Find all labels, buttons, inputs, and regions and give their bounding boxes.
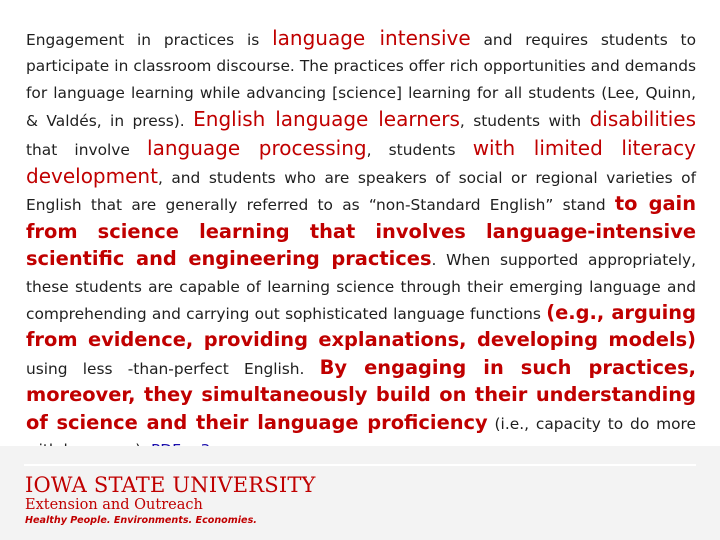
highlight-disabilities: disabilities bbox=[589, 107, 696, 132]
body-text: , students bbox=[366, 140, 473, 159]
body-text: that involve bbox=[26, 140, 148, 159]
university-logo: IOWA STATE UNIVERSITY bbox=[25, 473, 316, 497]
body-text: using less -than-perfect English. bbox=[26, 359, 320, 378]
footer-divider bbox=[24, 464, 696, 466]
body-text: , students with bbox=[459, 112, 590, 131]
highlight-limited-literacy: with limited literacy development bbox=[26, 135, 696, 189]
body-text: (i.e., capacity to do more bbox=[494, 414, 696, 433]
body-text: . When supported appropriately, these students are capable of learning science through their emerging language and comprehending and carrying out sophisticated language functions bbox=[26, 251, 696, 324]
highlight-language-intensive: language intensive bbox=[272, 26, 471, 50]
footer-banner bbox=[0, 446, 720, 540]
extension-label: Extension and Outreach bbox=[25, 497, 203, 513]
body-text: and requires students to participate in classroom discourse. The practices offer rich opportunities and demands for language learning while advancing [science] learning for all students (Lee, Quinn, & Valdés, in press). bbox=[26, 31, 696, 131]
highlight-engaging-practices: By engaging in such practices, moreover, they simultaneously build on their understanding of science and their language proficiency bbox=[26, 355, 696, 434]
body-text: Engagement in practices is bbox=[26, 31, 273, 49]
highlight-gain-from-science: to gain from science learning that involves language-intensive scientific and engineering practices bbox=[26, 192, 696, 271]
highlight-ell: English language learners bbox=[193, 107, 460, 132]
highlight-language-functions: (e.g., arguing from evidence, providing explanations, developing models) bbox=[26, 301, 696, 352]
slide-body-text bbox=[26, 25, 696, 464]
tagline: Healthy People. Environments. Economies. bbox=[25, 515, 257, 526]
body-text: , and students who are speakers of social or regional varieties of English that are generally referred to as “non-Standard English” stand bbox=[26, 169, 696, 215]
highlight-language-processing: language processing bbox=[147, 135, 367, 160]
